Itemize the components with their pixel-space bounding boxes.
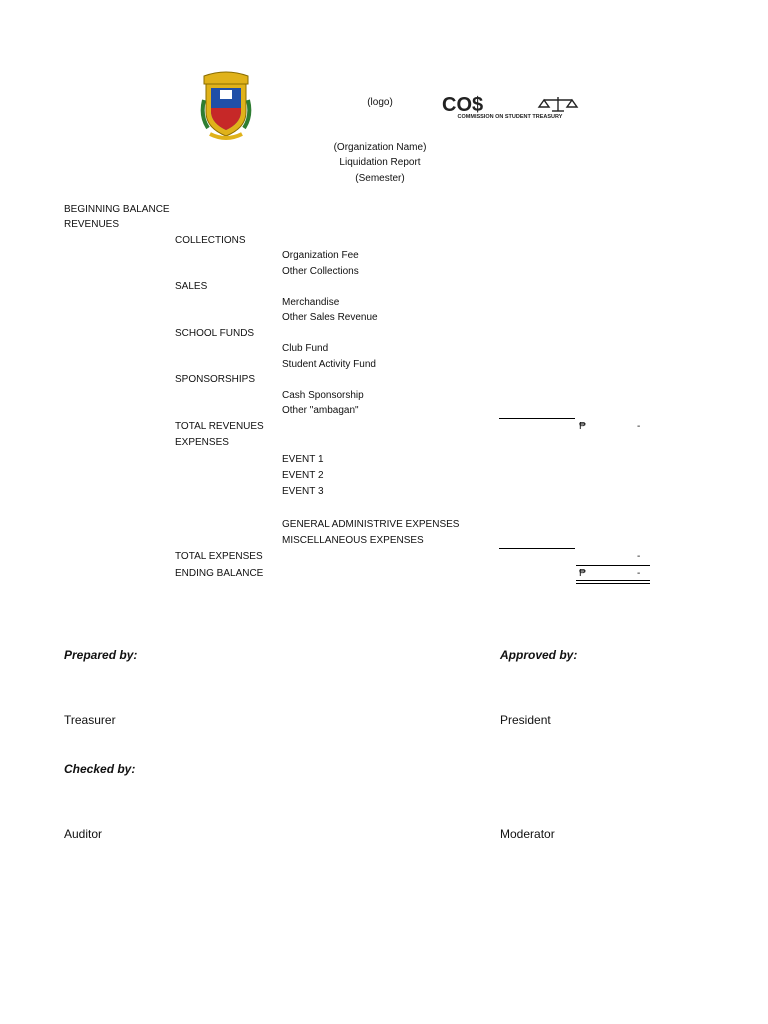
cost-logo-subtitle: COMMISSION ON STUDENT TREASURY: [457, 114, 563, 120]
line-item: Other Collections: [282, 266, 359, 277]
organization-name: (Organization Name): [333, 142, 427, 153]
event-item: EVENT 1: [282, 454, 324, 465]
line-item: Other Sales Revenue: [282, 312, 378, 323]
total-revenues-label: TOTAL REVENUES: [175, 421, 264, 432]
line-item: Cash Sponsorship: [282, 390, 364, 401]
checked-by-label: Checked by:: [64, 762, 136, 776]
line-item: Club Fund: [282, 343, 329, 354]
total-expenses-label: TOTAL EXPENSES: [175, 551, 263, 562]
event-item: EVENT 3: [282, 486, 324, 497]
cost-logo-text: CO$: [442, 94, 484, 114]
revenues-label: REVENUES: [64, 219, 120, 230]
ending-balance-value: -: [637, 568, 641, 579]
treasurer-label: Treasurer: [64, 713, 116, 727]
misc-expenses-label: MISCELLANEOUS EXPENSES: [282, 535, 424, 546]
subtotal-rule: [499, 548, 575, 549]
expenses-label: EXPENSES: [175, 437, 229, 448]
total-expenses-value: -: [637, 551, 641, 562]
line-item: Other "ambagan": [282, 405, 359, 416]
approved-by-label: Approved by:: [500, 648, 578, 662]
admin-expenses-label: GENERAL ADMINISTRIVE EXPENSES: [282, 519, 460, 530]
total-revenues-value: -: [637, 421, 641, 432]
line-item: Merchandise: [282, 297, 340, 308]
sponsorships-label: SPONSORSHIPS: [175, 374, 256, 385]
president-label: President: [500, 713, 551, 727]
cost-logo: [440, 94, 580, 124]
event-item: EVENT 2: [282, 470, 324, 481]
school-funds-label: SCHOOL FUNDS: [175, 328, 255, 339]
school-crest-logo: [198, 70, 254, 142]
total-revenues-currency: ₱: [579, 421, 586, 432]
collections-label: COLLECTIONS: [175, 235, 246, 246]
line-item: Organization Fee: [282, 250, 359, 261]
ending-balance-label: ENDING BALANCE: [175, 568, 264, 579]
line-item: Student Activity Fund: [282, 359, 376, 370]
subtotal-rule: [499, 418, 575, 419]
cost-logo-mark: [440, 94, 580, 114]
auditor-label: Auditor: [64, 827, 103, 841]
ending-balance-currency: ₱: [579, 568, 586, 579]
beginning-balance-label: BEGINNING BALANCE: [64, 204, 170, 215]
moderator-label: Moderator: [500, 827, 555, 841]
semester-label: (Semester): [355, 173, 405, 184]
scales-icon: [539, 97, 577, 111]
report-title: Liquidation Report: [339, 157, 421, 168]
total-rule: [576, 565, 650, 566]
sales-label: SALES: [175, 281, 208, 292]
double-underline: [576, 580, 650, 584]
prepared-by-label: Prepared by:: [64, 648, 138, 662]
logo-placeholder: (logo): [367, 97, 393, 108]
